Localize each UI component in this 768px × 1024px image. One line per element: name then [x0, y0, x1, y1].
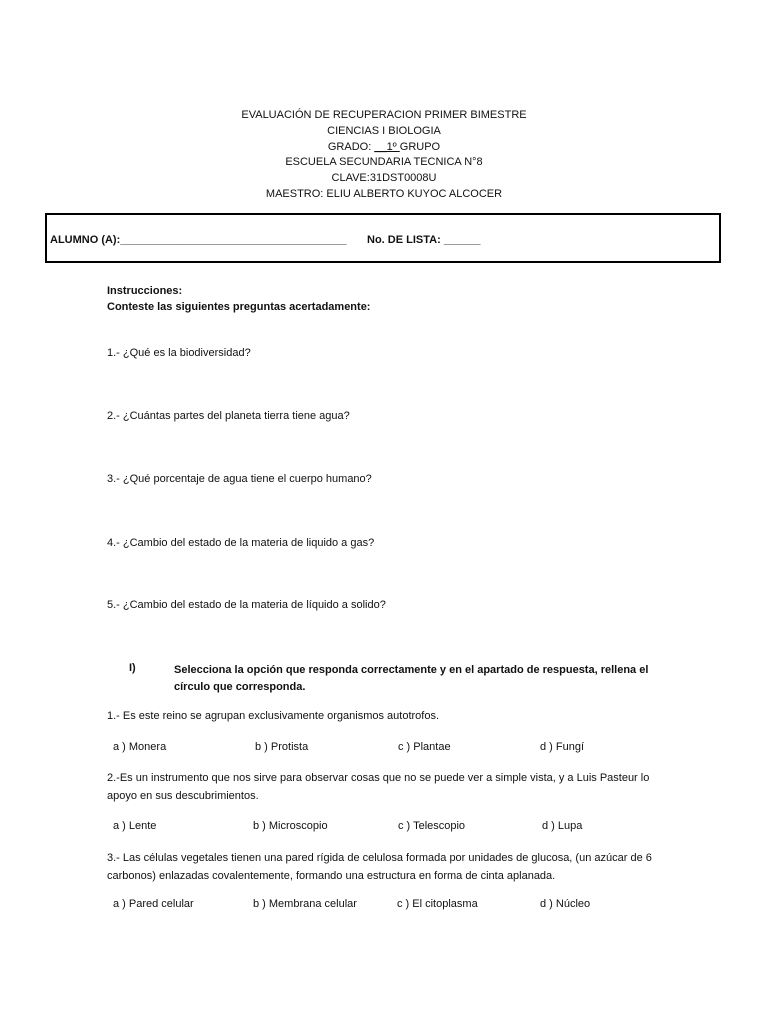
mc-question-2: 2.-Es un instrumento que nos sirve para observar cosas que no se puede ver a simple vista, y a Luis Pasteur lo apoyo en sus descubrimientos. [107, 772, 650, 802]
grade-line [0, 140, 768, 156]
option-d[interactable]: d ) Fungí [540, 741, 585, 753]
grade-label: GRADO: [327, 140, 375, 153]
open-question-2: 2.- ¿Cuántas partes del planeta tierra tiene agua? [107, 410, 350, 422]
student-info-box [45, 213, 721, 263]
section-number: I) [129, 662, 136, 674]
option-a[interactable]: a ) Monera [113, 741, 167, 753]
mc-options-1 [113, 741, 673, 757]
option-c[interactable]: c ) Plantae [398, 741, 451, 753]
list-number-field[interactable]: No. DE LISTA: ______ [367, 234, 481, 246]
open-question-4: 4.- ¿Cambio del estado de la materia de liquido a gas? [107, 537, 375, 549]
option-a[interactable]: a ) Pared celular [113, 898, 194, 910]
teacher-line: MAESTRO: ELIU ALBERTO KUYOC ALCOCER [265, 187, 503, 200]
student-info-line [50, 234, 481, 246]
grade-value: __1º [374, 140, 400, 153]
mc-question-3: 3.- Las células vegetales tienen una pared rígida de celulosa formada por unidades de glucosa, (un azúcar de 6 carbonos) enlazadas covalentemente, formando una estructura en forma de cinta aplanada. [107, 852, 652, 882]
exam-header [0, 108, 768, 203]
instructions-title: Instrucciones: [107, 285, 183, 297]
exam-title: EVALUACIÓN DE RECUPERACION PRIMER BIMESTRE [241, 109, 527, 121]
option-b[interactable]: b ) Membrana celular [253, 898, 357, 910]
group-label: GRUPO [399, 140, 441, 153]
option-a[interactable]: a ) Lente [113, 820, 157, 832]
option-d[interactable]: d ) Núcleo [540, 898, 591, 910]
option-b[interactable]: b ) Protista [255, 741, 309, 753]
instructions-text: Conteste las siguientes preguntas acertadamente: [107, 301, 371, 313]
option-c[interactable]: c ) Telescopio [398, 820, 466, 832]
open-question-3: 3.- ¿Qué porcentaje de agua tiene el cuerpo humano? [107, 473, 372, 485]
student-name-field[interactable]: ALUMNO (A):_____________________________________ [50, 234, 347, 246]
open-question-1: 1.- ¿Qué es la biodiversidad? [107, 347, 251, 359]
section-instruction: Selecciona la opción que responda correctamente y en el apartado de respuesta, rellena el círculo que corresponda. [174, 664, 649, 693]
school-line: ESCUELA SECUNDARIA TECNICA N°8 [285, 156, 483, 169]
mc-options-2 [113, 820, 673, 836]
mc-question-1: 1.- Es este reino se agrupan exclusivamente organismos autotrofos. [107, 710, 440, 722]
open-question-5: 5.- ¿Cambio del estado de la materia de líquido a solido? [107, 599, 386, 611]
option-b[interactable]: b ) Microscopio [253, 820, 328, 832]
option-c[interactable]: c ) El citoplasma [397, 898, 478, 910]
mc-options-3 [113, 898, 673, 914]
school-key-line: CLAVE:31DST0008U [331, 172, 437, 185]
instructions-block [107, 283, 370, 315]
option-d[interactable]: d ) Lupa [542, 820, 583, 832]
subject-line: CIENCIAS I BIOLOGIA [327, 124, 441, 137]
